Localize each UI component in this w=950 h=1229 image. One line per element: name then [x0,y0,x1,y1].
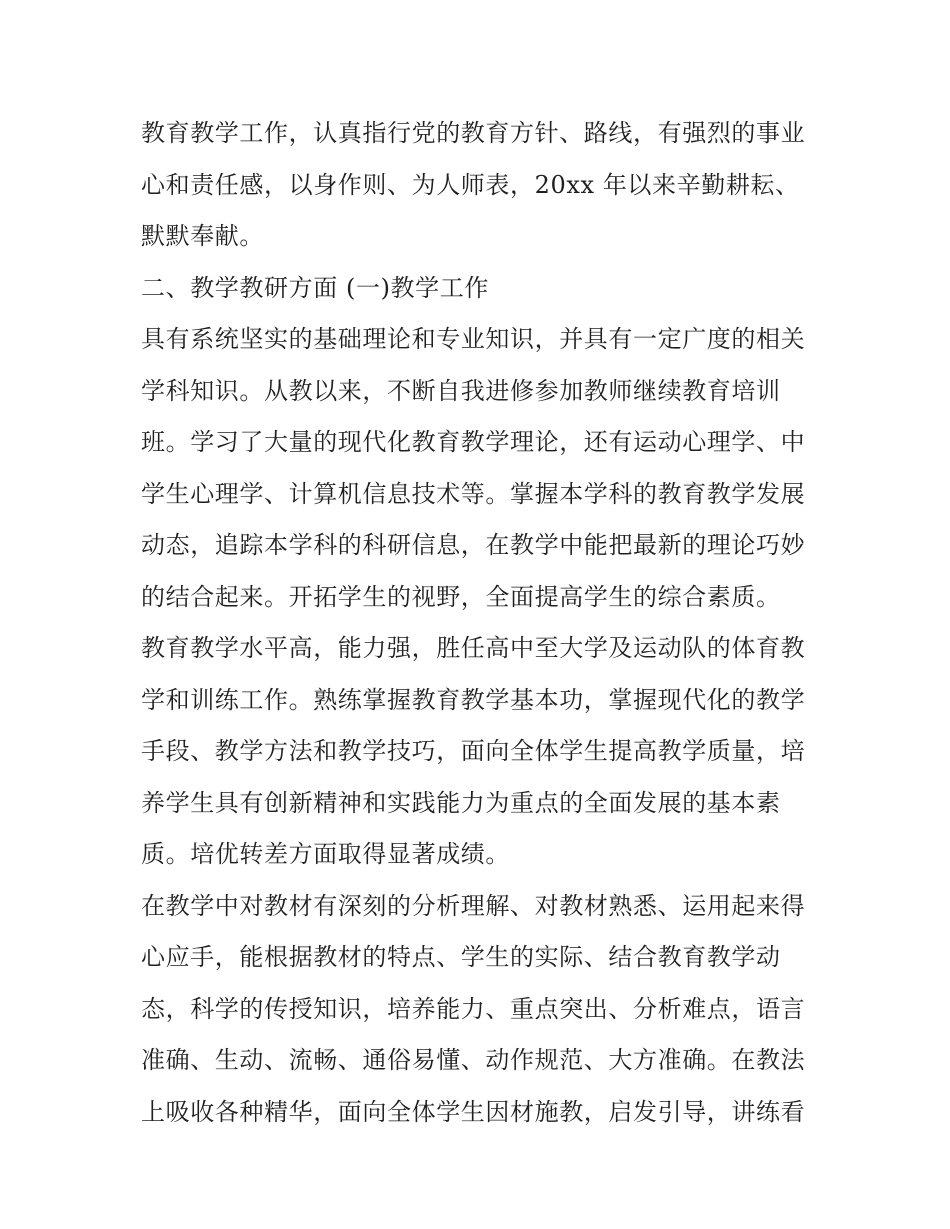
text-line: 心应手，能根据教材的特点、学生的实际、结合教育教学动 [141,943,781,971]
text-line: 上吸收各种精华，面向全体学生因材施教，启发引导，讲练看 [141,1097,806,1126]
text-line: 教育教学水平高，能力强，胜任高中至大学及运动队的体育教 [141,634,806,662]
text-line: 默默奉献。 [141,222,264,250]
text-line: 质。培优转差方面取得显著成绩。 [141,840,510,868]
text-line: 手段、教学方法和教学技巧，面向全体学生提高教学质量，培 [141,737,806,765]
text-line: 动态，追踪本学科的科研信息，在教学中能把最新的理论巧妙 [141,531,806,559]
text-line: 态，科学的传授知识，培养能力、重点突出、分析难点，语言 [141,994,806,1023]
text-line: 准确、生动、流畅、通俗易懂、动作规范、大方准确。在教法 [141,1046,806,1074]
text-line: 学科知识。从教以来，不断自我进修参加教师继续教育培训 [141,376,781,405]
section-heading: 二、教学教研方面 (一)教学工作 [141,273,489,302]
text-line: 具有系统坚实的基础理论和专业知识，并具有一定广度的相关 [141,325,806,353]
text-line: 学生心理学、计算机信息技术等。掌握本学科的教育教学发展 [141,479,806,508]
text-line: 教育教学工作，认真指行党的教育方针、路线，有强烈的事业 [141,119,806,147]
text-line: 班。学习了大量的现代化教育教学理论，还有运动心理学、中 [141,428,806,456]
text-line: 学和训练工作。熟练掌握教育教学基本功，掌握现代化的教学 [141,685,806,714]
text-line: 心和责任感，以身作则、为人师表，20xx 年以来辛勤耕耘、 [141,170,800,199]
text-line: 的结合起来。开拓学生的视野，全面提高学生的综合素质。 [141,582,781,611]
document-body [141,108,821,1138]
text-line: 在教学中对教材有深刻的分析理解、对教材熟悉、运用起来得 [141,891,806,920]
text-line: 养学生具有创新精神和实践能力为重点的全面发展的基本素 [141,788,781,817]
